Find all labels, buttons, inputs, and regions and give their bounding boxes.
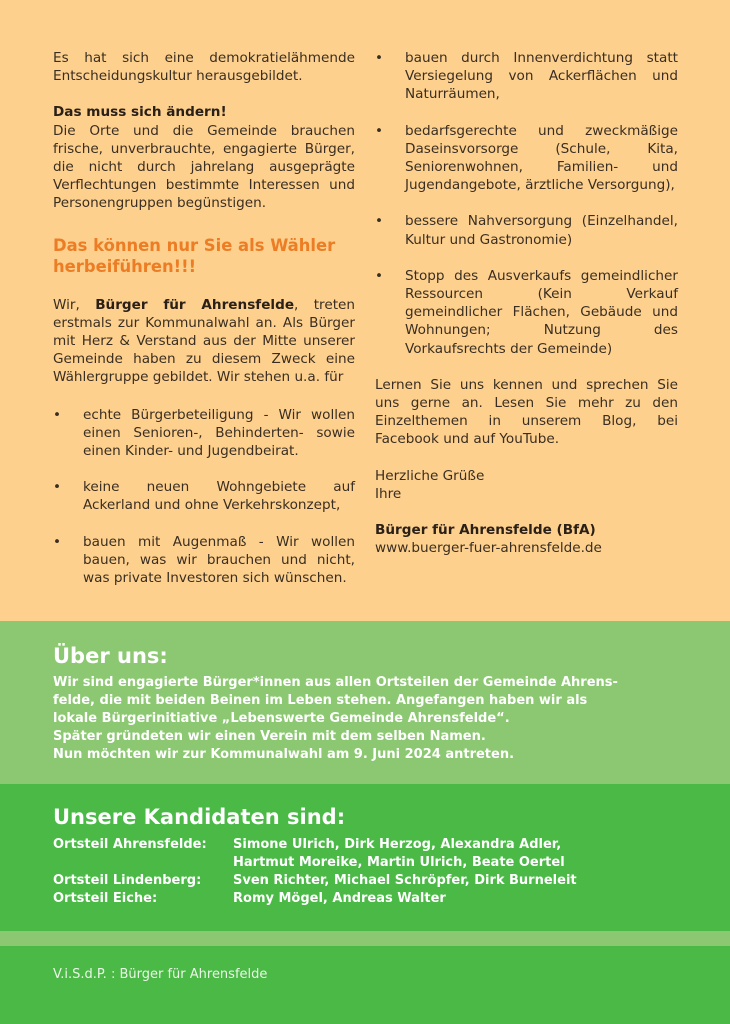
- district-label: [53, 854, 233, 872]
- list-item: [375, 212, 678, 248]
- right-goals-list: [375, 49, 678, 358]
- spacer: [375, 449, 678, 467]
- left-goals-list: [53, 406, 355, 588]
- bullet-icon: •: [375, 122, 384, 139]
- list-item: [53, 533, 355, 588]
- list-item: [375, 49, 678, 104]
- must-change-heading: Das muss sich ändern!: [53, 104, 227, 121]
- bullet-icon: •: [375, 213, 384, 230]
- list-item-text: bauen durch Innenverdichtung statt Versiegelung von Ackerflächen und Naturräumen,: [405, 50, 678, 103]
- list-item: [53, 406, 355, 461]
- left-column: [53, 49, 355, 605]
- visdp-notice: V.i.S.d.P. : Bürger für Ahrensfelde: [53, 967, 268, 982]
- footer: [0, 946, 730, 1024]
- we-paragraph: [53, 296, 355, 387]
- right-column: [375, 49, 678, 557]
- list-item-text: bessere Nahversorgung (Einzelhandel, Kultur und Gastronomie): [405, 213, 678, 248]
- list-item: [375, 122, 678, 195]
- list-item-text: bedarfsgerechte und zweckmäßige Daseinsvorsorge (Schule, Kita, Seniorenwohnen, Familien- und Jugendangebote, ärztliche Versorgung),: [405, 122, 678, 194]
- signature: Bürger für Ahrensfelde (BfA): [375, 522, 596, 539]
- must-change-paragraph: Die Orte und die Gemeinde brauchen frische, unverbrauchte, engagierte Bürger, die nicht durch jahrelang ausgeprägte Verflechtungen bestimmte Interessen und Personengruppen begünstigen.: [53, 122, 355, 212]
- we-prefix: Wir,: [53, 296, 96, 313]
- candidate-row: [53, 836, 613, 854]
- about-line: Später gründeten wir einen Verein mit dem selben Namen.: [53, 729, 486, 744]
- bullet-icon: •: [53, 533, 62, 550]
- candidate-row: [53, 854, 613, 872]
- divider-stripe: [0, 931, 730, 946]
- list-item-text: echte Bürgerbeteiligung - Wir wollen einen Senioren-, Behinderten- sowie einen Kinder- und Jugendbeirat.: [83, 406, 355, 460]
- spacer: [53, 85, 355, 103]
- candidate-names: Hartmut Moreike, Martin Ulrich, Beate Oertel: [233, 855, 565, 870]
- candidates-table: [53, 836, 613, 908]
- list-item: [53, 478, 355, 514]
- bullet-icon: •: [375, 267, 384, 284]
- about-text: [53, 674, 653, 764]
- list-item-text: keine neuen Wohngebiete auf Ackerland und ohne Verkehrskonzept,: [83, 479, 355, 514]
- organization-name: Bürger für Ahrensfelde: [95, 296, 295, 313]
- bullet-icon: •: [53, 406, 62, 423]
- closing-paragraph: Lernen Sie uns kennen und sprechen Sie uns gerne an. Lesen Sie mehr zu den Einzelthemen in unserem Blog, bei Facebook und auf YouTube.: [375, 376, 678, 448]
- district-label: Ortsteil Eiche:: [53, 891, 158, 906]
- about-line: lokale Bürgerinitiative „Lebenswerte Gemeinde Ahrensfelde“.: [53, 711, 510, 726]
- voter-heading: Das können nur Sie als Wähler herbeiführen!!!: [53, 235, 336, 276]
- we-text: , treten erstmals zur Kommunalwahl an. Als Bürger mit Herz & Verstand aus der Mitte unserer Gemeinde haben zu diesem Zweck eine Wählergruppe gebildet. Wir stehen u.a. für: [53, 296, 356, 386]
- list-item-text: bauen mit Augenmaß - Wir wollen bauen, was wir brauchen und nicht, was private Investoren sich wünschen.: [83, 533, 355, 587]
- greeting-line: Ihre: [375, 485, 402, 502]
- about-section: [0, 621, 730, 784]
- list-item-text: Stopp des Ausverkaufs gemeindlicher Ressourcen (Kein Verkauf gemeindlicher Flächen, Gebäude und Wohnungen; Nutzung des Vorkaufsrechts der Gemeinde): [405, 267, 678, 357]
- about-title: Über uns:: [53, 644, 168, 668]
- candidate-names: Romy Mögel, Andreas Walter: [233, 891, 446, 906]
- candidates-title: Unsere Kandidaten sind:: [53, 805, 346, 829]
- candidates-section: [0, 784, 730, 931]
- candidate-names: Sven Richter, Michael Schröpfer, Dirk Burneleit: [233, 873, 577, 888]
- candidate-row: [53, 872, 613, 890]
- district-label: Ortsteil Ahrensfelde:: [53, 837, 207, 852]
- about-line: Wir sind engagierte Bürger*innen aus allen Ortsteilen der Gemeinde Ahrens-: [53, 675, 618, 690]
- greeting-line: Herzliche Grüße: [375, 467, 485, 484]
- district-label: Ortsteil Lindenberg:: [53, 873, 202, 888]
- website-link[interactable]: www.buerger-fuer-ahrensfelde.de: [375, 540, 602, 557]
- spacer: [375, 503, 678, 521]
- bullet-icon: •: [53, 479, 62, 496]
- candidate-row: [53, 890, 613, 908]
- intro-paragraph: Es hat sich eine demokratielähmende Entscheidungskultur herausgebildet.: [53, 50, 355, 85]
- about-line: Nun möchten wir zur Kommunalwahl am 9. Juni 2024 antreten.: [53, 747, 515, 762]
- candidate-names: Simone Ulrich, Dirk Herzog, Alexandra Adler,: [233, 837, 562, 852]
- list-item: [375, 267, 678, 358]
- about-line: felde, die mit beiden Beinen im Leben stehen. Angefangen haben wir als: [53, 693, 588, 708]
- bullet-icon: •: [375, 50, 384, 66]
